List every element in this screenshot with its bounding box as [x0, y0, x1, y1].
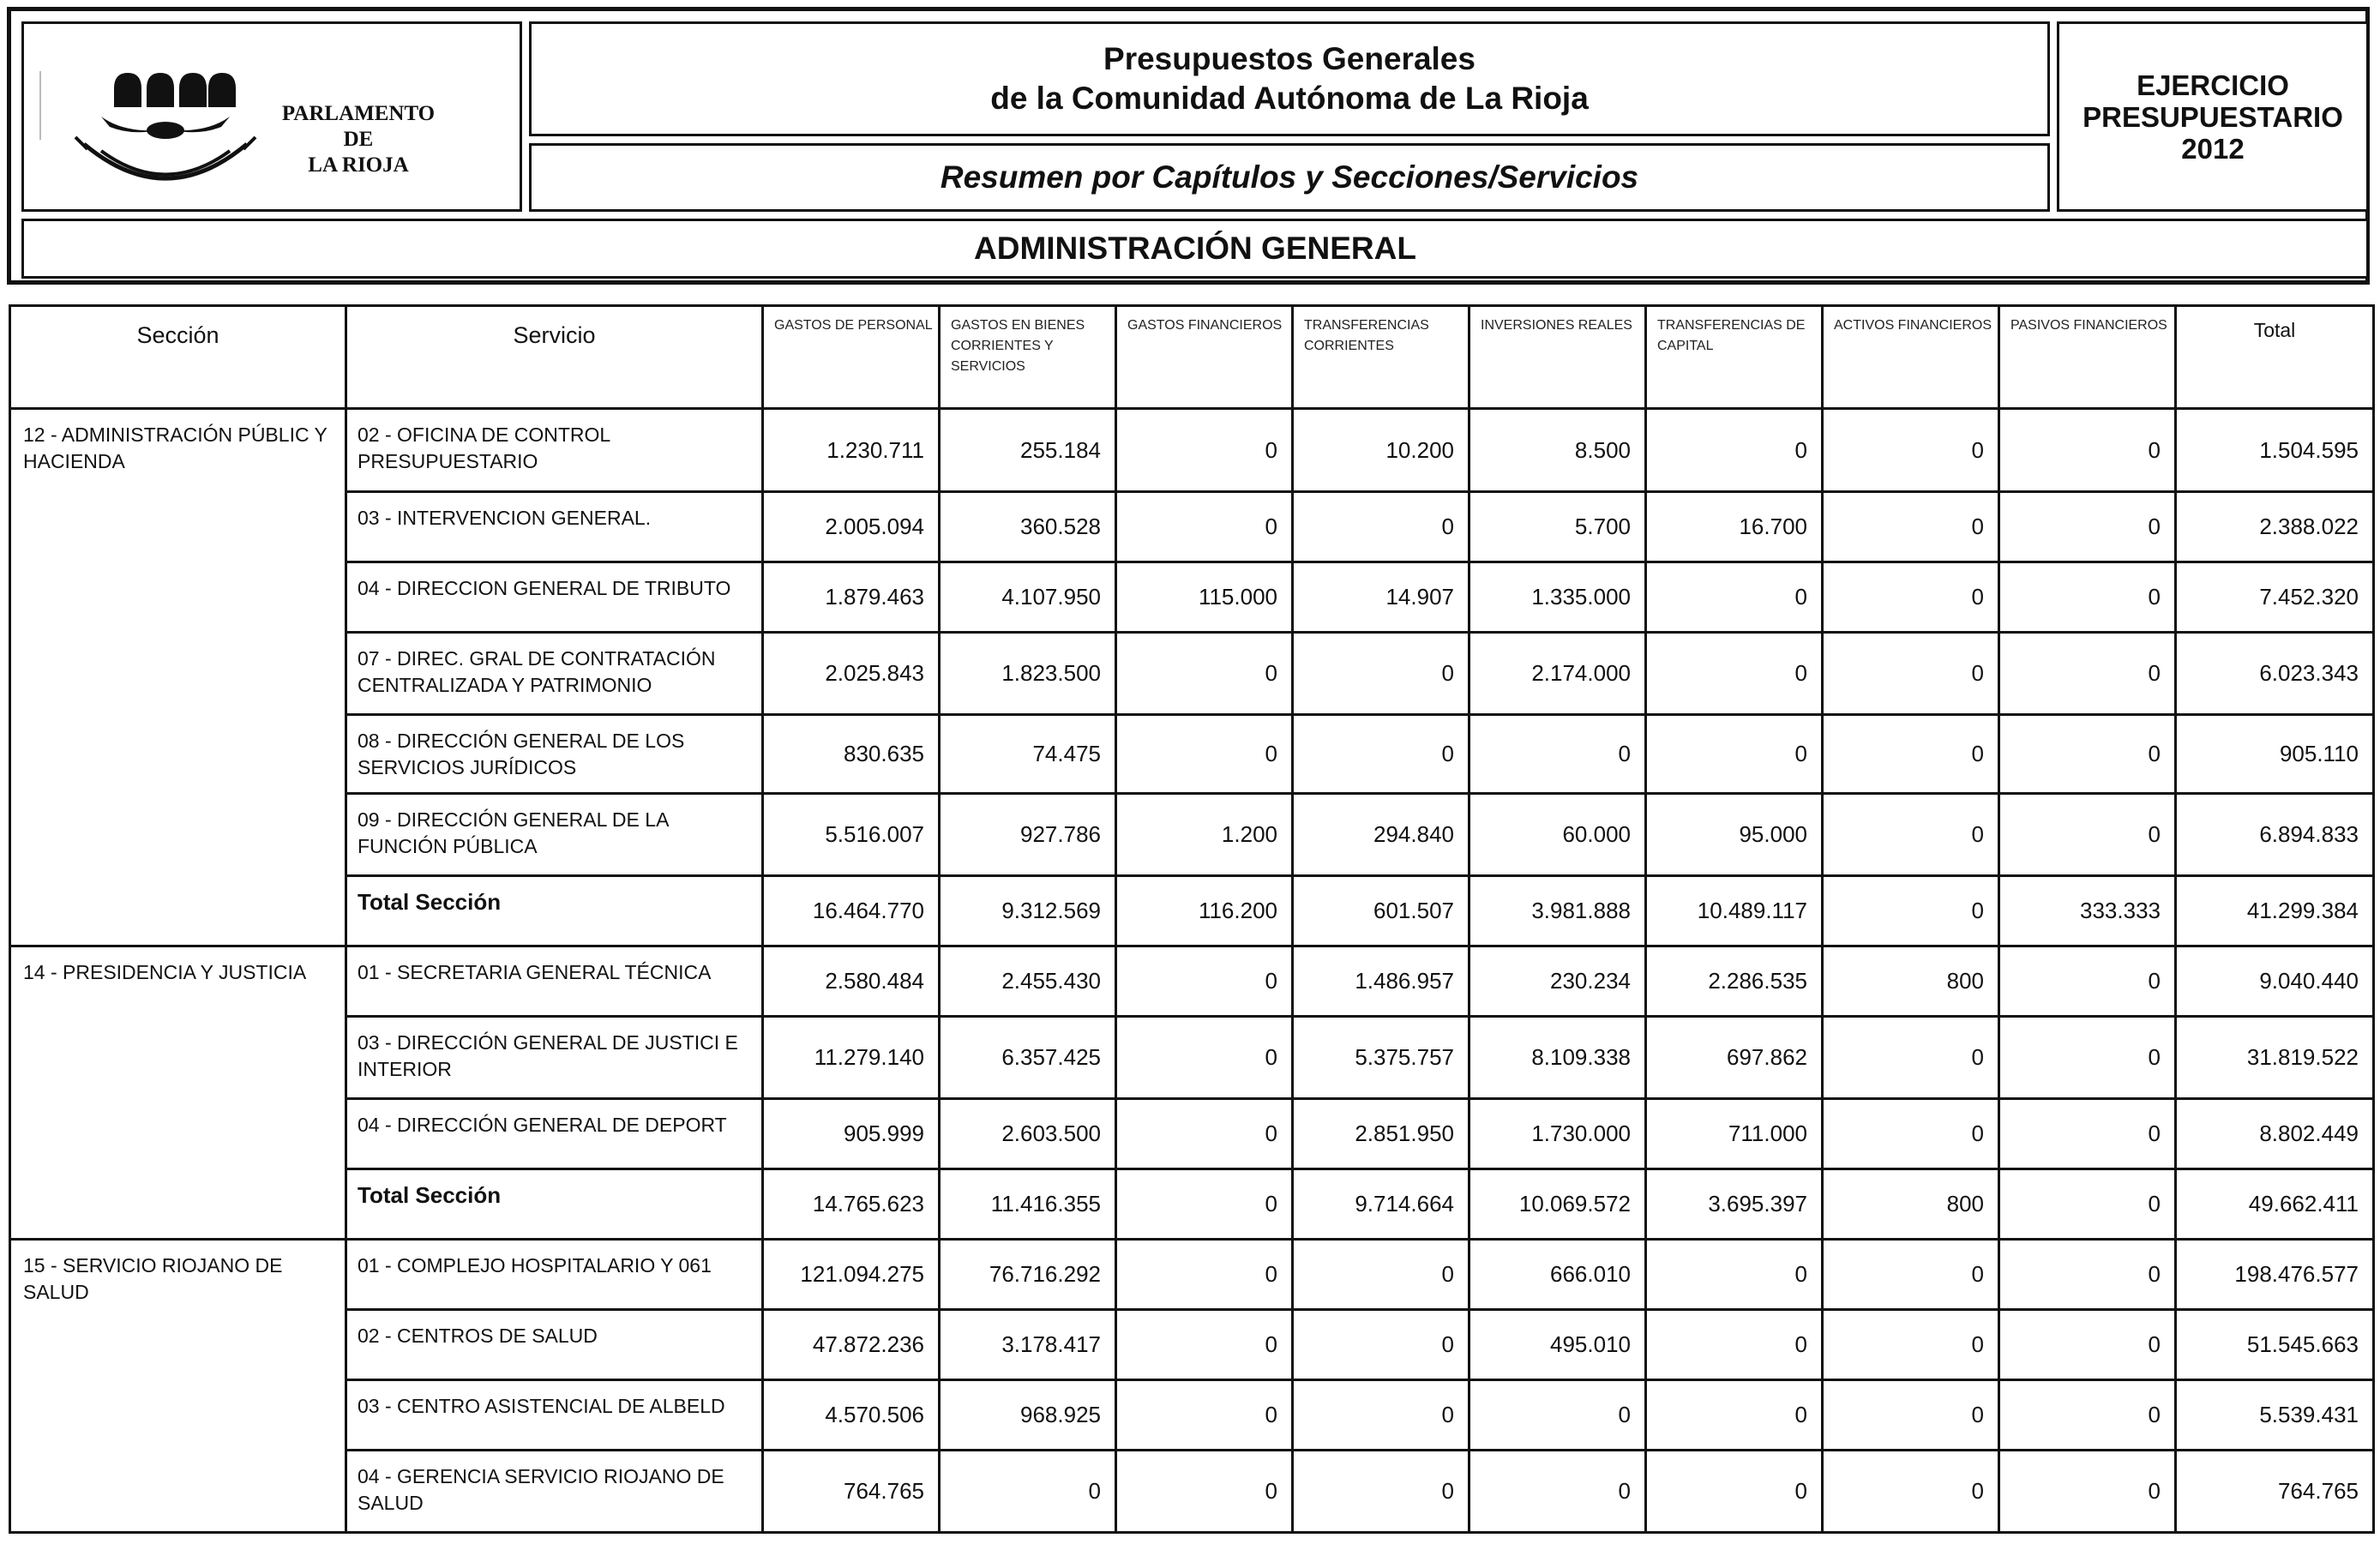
parliament-logo-icon: [67, 58, 264, 204]
amount-cell: 0: [1999, 715, 2176, 794]
table-row: [10, 1240, 2374, 1310]
col-header-gastos-personal: GASTOS DE PERSONAL: [763, 306, 940, 409]
amount-cell: 0: [1823, 715, 1999, 794]
servicio-cell: 03 - INTERVENCION GENERAL.: [346, 492, 763, 562]
amount-cell: 0: [1646, 1240, 1823, 1310]
servicio-cell: 07 - DIREC. GRAL DE CONTRATACIÓN CENTRALIZADA Y PATRIMONIO: [346, 633, 763, 715]
servicio-cell: 03 - DIRECCIÓN GENERAL DE JUSTICI E INTERIOR: [346, 1017, 763, 1099]
total-cell: 9.040.440: [2176, 946, 2374, 1017]
document-title: [529, 21, 2050, 136]
amount-cell: 711.000: [1646, 1099, 1823, 1169]
total-seccion-label: Total Sección: [346, 1169, 763, 1240]
total-cell: 49.662.411: [2176, 1169, 2374, 1240]
amount-cell: 9.714.664: [1293, 1169, 1469, 1240]
amount-cell: 0: [1823, 1310, 1999, 1380]
amount-cell: 47.872.236: [763, 1310, 940, 1380]
amount-cell: 0: [1116, 1310, 1293, 1380]
amount-cell: 8.109.338: [1469, 1017, 1646, 1099]
table-row: [10, 562, 2374, 633]
section-total-row: [10, 876, 2374, 946]
title-line2: de la Comunidad Autónoma de La Rioja: [990, 81, 1589, 116]
amount-cell: 10.069.572: [1469, 1169, 1646, 1240]
servicio-cell: 04 - GERENCIA SERVICIO RIOJANO DE SALUD: [346, 1451, 763, 1533]
amount-cell: 6.357.425: [940, 1017, 1116, 1099]
table-header-row: [10, 306, 2374, 409]
total-cell: 8.802.449: [2176, 1099, 2374, 1169]
table-row: [10, 1099, 2374, 1169]
amount-cell: 1.879.463: [763, 562, 940, 633]
amount-cell: 74.475: [940, 715, 1116, 794]
amount-cell: 666.010: [1469, 1240, 1646, 1310]
amount-cell: 2.603.500: [940, 1099, 1116, 1169]
amount-cell: 0: [1116, 409, 1293, 492]
table-body: [10, 409, 2374, 1533]
table-row: [10, 1380, 2374, 1451]
total-seccion-label: Total Sección: [346, 876, 763, 946]
seccion-cell: 14 - PRESIDENCIA Y JUSTICIA: [10, 946, 346, 1240]
amount-cell: 0: [1823, 1380, 1999, 1451]
amount-cell: 0: [1999, 794, 2176, 876]
amount-cell: 0: [1116, 1017, 1293, 1099]
amount-cell: 0: [1116, 715, 1293, 794]
servicio-cell: 08 - DIRECCIÓN GENERAL DE LOS SERVICIOS JURÍDICOS: [346, 715, 763, 794]
amount-cell: 5.700: [1469, 492, 1646, 562]
amount-cell: 0: [1116, 946, 1293, 1017]
amount-cell: 76.716.292: [940, 1240, 1116, 1310]
amount-cell: 10.200: [1293, 409, 1469, 492]
amount-cell: 0: [1823, 1451, 1999, 1533]
amount-cell: 0: [1646, 1310, 1823, 1380]
amount-cell: 2.005.094: [763, 492, 940, 562]
amount-cell: 0: [1646, 1451, 1823, 1533]
amount-cell: 0: [1999, 409, 2176, 492]
title-line1: Presupuestos Generales: [1103, 41, 1475, 76]
amount-cell: 0: [1823, 876, 1999, 946]
section-total-row: [10, 1169, 2374, 1240]
table-row: [10, 1017, 2374, 1099]
amount-cell: 2.286.535: [1646, 946, 1823, 1017]
amount-cell: 1.200: [1116, 794, 1293, 876]
amount-cell: 800: [1823, 1169, 1999, 1240]
amount-cell: 1.335.000: [1469, 562, 1646, 633]
amount-cell: 0: [1823, 794, 1999, 876]
amount-cell: 16.464.770: [763, 876, 940, 946]
total-cell: 41.299.384: [2176, 876, 2374, 946]
amount-cell: 0: [1469, 715, 1646, 794]
servicio-cell: 09 - DIRECCIÓN GENERAL DE LA FUNCIÓN PÚBLICA: [346, 794, 763, 876]
amount-cell: 0: [940, 1451, 1116, 1533]
table-row: [10, 1310, 2374, 1380]
amount-cell: 0: [1116, 1240, 1293, 1310]
servicio-cell: 02 - CENTROS DE SALUD: [346, 1310, 763, 1380]
amount-cell: 0: [1823, 633, 1999, 715]
amount-cell: 905.999: [763, 1099, 940, 1169]
total-cell: 6.894.833: [2176, 794, 2374, 876]
col-header-transferencias-corrientes: TRANSFERENCIAS CORRIENTES: [1293, 306, 1469, 409]
amount-cell: 0: [1293, 633, 1469, 715]
amount-cell: 116.200: [1116, 876, 1293, 946]
logo-name-line2: LA RIOJA: [308, 153, 409, 177]
total-cell: 31.819.522: [2176, 1017, 2374, 1099]
amount-cell: 601.507: [1293, 876, 1469, 946]
servicio-cell: 04 - DIRECCION GENERAL DE TRIBUTO: [346, 562, 763, 633]
total-cell: 764.765: [2176, 1451, 2374, 1533]
amount-cell: 5.516.007: [763, 794, 940, 876]
seccion-cell: 15 - SERVICIO RIOJANO DE SALUD: [10, 1240, 346, 1533]
col-header-total: Total: [2176, 306, 2374, 409]
amount-cell: 0: [1999, 1310, 2176, 1380]
col-header-activos-financieros: ACTIVOS FINANCIEROS: [1823, 306, 1999, 409]
amount-cell: 115.000: [1116, 562, 1293, 633]
amount-cell: 14.907: [1293, 562, 1469, 633]
logo-name-line1: PARLAMENTO DE: [281, 102, 436, 151]
amount-cell: 697.862: [1646, 1017, 1823, 1099]
amount-cell: 0: [1116, 1451, 1293, 1533]
amount-cell: 8.500: [1469, 409, 1646, 492]
amount-cell: 14.765.623: [763, 1169, 940, 1240]
total-cell: 2.388.022: [2176, 492, 2374, 562]
logo-name: [273, 101, 444, 178]
amount-cell: 4.570.506: [763, 1380, 940, 1451]
amount-cell: 0: [1116, 1099, 1293, 1169]
amount-cell: 11.279.140: [763, 1017, 940, 1099]
seccion-cell: 12 - ADMINISTRACIÓN PÚBLIC Y HACIENDA: [10, 409, 346, 946]
table-row: [10, 946, 2374, 1017]
servicio-cell: 03 - CENTRO ASISTENCIAL DE ALBELD: [346, 1380, 763, 1451]
amount-cell: 0: [1116, 1169, 1293, 1240]
amount-cell: 927.786: [940, 794, 1116, 876]
amount-cell: 764.765: [763, 1451, 940, 1533]
amount-cell: 0: [1293, 1451, 1469, 1533]
amount-cell: 0: [1823, 562, 1999, 633]
servicio-cell: 01 - SECRETARIA GENERAL TÉCNICA: [346, 946, 763, 1017]
logo-panel: [21, 21, 522, 212]
col-header-pasivos-financieros: PASIVOS FINANCIEROS: [1999, 306, 2176, 409]
amount-cell: 0: [1823, 409, 1999, 492]
total-cell: 7.452.320: [2176, 562, 2374, 633]
total-cell: 6.023.343: [2176, 633, 2374, 715]
col-header-gastos-financieros: GASTOS FINANCIEROS: [1116, 306, 1293, 409]
amount-cell: 0: [1999, 946, 2176, 1017]
total-cell: 1.504.595: [2176, 409, 2374, 492]
amount-cell: 2.025.843: [763, 633, 940, 715]
amount-cell: 0: [1999, 633, 2176, 715]
amount-cell: 60.000: [1469, 794, 1646, 876]
col-header-seccion: Sección: [10, 306, 346, 409]
col-header-servicio: Servicio: [346, 306, 763, 409]
amount-cell: 360.528: [940, 492, 1116, 562]
amount-cell: 0: [1293, 715, 1469, 794]
table-row: [10, 794, 2374, 876]
amount-cell: 11.416.355: [940, 1169, 1116, 1240]
amount-cell: 9.312.569: [940, 876, 1116, 946]
amount-cell: 0: [1823, 1099, 1999, 1169]
col-header-inversiones-reales: INVERSIONES REALES: [1469, 306, 1646, 409]
amount-cell: 0: [1116, 633, 1293, 715]
amount-cell: 0: [1999, 492, 2176, 562]
amount-cell: 0: [1293, 1240, 1469, 1310]
amount-cell: 1.486.957: [1293, 946, 1469, 1017]
section-title: ADMINISTRACIÓN GENERAL: [21, 219, 2369, 279]
table-row: [10, 715, 2374, 794]
amount-cell: 1.230.711: [763, 409, 940, 492]
amount-cell: 16.700: [1646, 492, 1823, 562]
amount-cell: 2.580.484: [763, 946, 940, 1017]
amount-cell: 3.178.417: [940, 1310, 1116, 1380]
total-cell: 5.539.431: [2176, 1380, 2374, 1451]
amount-cell: 0: [1823, 1240, 1999, 1310]
amount-cell: 0: [1999, 1099, 2176, 1169]
servicio-cell: 04 - DIRECCIÓN GENERAL DE DEPORT: [346, 1099, 763, 1169]
amount-cell: 230.234: [1469, 946, 1646, 1017]
amount-cell: 1.823.500: [940, 633, 1116, 715]
amount-cell: 0: [1116, 1380, 1293, 1451]
total-cell: 51.545.663: [2176, 1310, 2374, 1380]
servicio-cell: 01 - COMPLEJO HOSPITALARIO Y 061: [346, 1240, 763, 1310]
amount-cell: 333.333: [1999, 876, 2176, 946]
amount-cell: 0: [1646, 409, 1823, 492]
table-row: [10, 492, 2374, 562]
amount-cell: 0: [1293, 1310, 1469, 1380]
amount-cell: 0: [1999, 1169, 2176, 1240]
document-header: [7, 7, 2370, 285]
col-header-gastos-bienes: GASTOS EN BIENES CORRIENTES Y SERVICIOS: [940, 306, 1116, 409]
amount-cell: 800: [1823, 946, 1999, 1017]
amount-cell: 968.925: [940, 1380, 1116, 1451]
amount-cell: 0: [1469, 1451, 1646, 1533]
amount-cell: 0: [1469, 1380, 1646, 1451]
table-row: [10, 409, 2374, 492]
amount-cell: 10.489.117: [1646, 876, 1823, 946]
amount-cell: 495.010: [1469, 1310, 1646, 1380]
amount-cell: 121.094.275: [763, 1240, 940, 1310]
amount-cell: 294.840: [1293, 794, 1469, 876]
amount-cell: 0: [1999, 1451, 2176, 1533]
col-header-transferencias-capital: TRANSFERENCIAS DE CAPITAL: [1646, 306, 1823, 409]
amount-cell: 830.635: [763, 715, 940, 794]
amount-cell: 255.184: [940, 409, 1116, 492]
ejercicio-label: EJERCICIO: [2137, 69, 2289, 101]
fiscal-year: 2012: [2181, 132, 2245, 165]
amount-cell: 3.981.888: [1469, 876, 1646, 946]
amount-cell: 5.375.757: [1293, 1017, 1469, 1099]
document-subtitle: Resumen por Capítulos y Secciones/Servicios: [529, 143, 2050, 212]
amount-cell: 2.174.000: [1469, 633, 1646, 715]
amount-cell: 0: [1293, 492, 1469, 562]
total-cell: 905.110: [2176, 715, 2374, 794]
table-row: [10, 633, 2374, 715]
amount-cell: 0: [1646, 1380, 1823, 1451]
amount-cell: 95.000: [1646, 794, 1823, 876]
budget-table: [9, 304, 2375, 1534]
amount-cell: 0: [1646, 715, 1823, 794]
scan-mark: [39, 71, 41, 140]
presupuestario-label: PRESUPUESTARIO: [2082, 100, 2343, 133]
amount-cell: 0: [1999, 562, 2176, 633]
servicio-cell: 02 - OFICINA DE CONTROL PRESUPUESTARIO: [346, 409, 763, 492]
table-row: [10, 1451, 2374, 1533]
amount-cell: 4.107.950: [940, 562, 1116, 633]
amount-cell: 0: [1823, 1017, 1999, 1099]
amount-cell: 0: [1646, 633, 1823, 715]
amount-cell: 2.851.950: [1293, 1099, 1469, 1169]
amount-cell: 1.730.000: [1469, 1099, 1646, 1169]
amount-cell: 0: [1293, 1380, 1469, 1451]
amount-cell: 0: [1999, 1240, 2176, 1310]
fiscal-year-panel: [2057, 21, 2369, 212]
amount-cell: 0: [1646, 562, 1823, 633]
amount-cell: 0: [1999, 1017, 2176, 1099]
amount-cell: 0: [1999, 1380, 2176, 1451]
amount-cell: 0: [1823, 492, 1999, 562]
amount-cell: 0: [1116, 492, 1293, 562]
amount-cell: 2.455.430: [940, 946, 1116, 1017]
amount-cell: 3.695.397: [1646, 1169, 1823, 1240]
total-cell: 198.476.577: [2176, 1240, 2374, 1310]
